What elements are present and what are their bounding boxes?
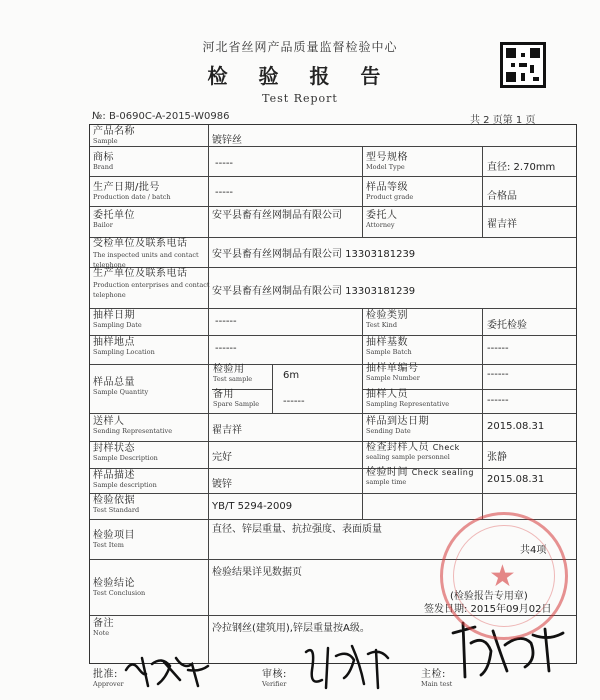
value-sample-description: 镀锌 <box>212 479 232 490</box>
page-count: 共 2 页第 1 页 <box>470 115 536 126</box>
label-production-unit: 生产单位及联系电话 Production enterprises and contact telephone <box>93 268 210 300</box>
label-note: 备注 Note <box>93 618 114 637</box>
label-main-test: 主检: Main test <box>421 669 453 688</box>
value-test-sample: 6m <box>283 370 300 381</box>
label-sealing-time: 检验时间 Check sealing sample time <box>366 467 474 486</box>
value-test-item: 直径、锌层重量、抗拉强度、表面质量 <box>212 524 382 535</box>
value-sending-date: 2015.08.31 <box>487 421 545 432</box>
label-production-date: 生产日期/批号 Production date / batch <box>93 182 171 201</box>
label-test-item: 检验项目 Test Item <box>93 530 135 549</box>
value-sampling-rep: ------ <box>487 395 509 406</box>
value-production-unit: 安平县畜有丝网制品有限公司 13303181239 <box>212 286 416 297</box>
stamp-label: (检验报告专用章) <box>450 591 528 602</box>
org-name: 河北省丝网产品质量监督检验中心 <box>202 40 398 54</box>
label-approver: 批准: Approver <box>93 669 124 688</box>
label-sample-description: 样品描述 Sample description <box>93 470 157 489</box>
label-sealing-personnel: 检查封样人员 Check sealing sample personnel <box>366 442 460 461</box>
issue-date: 签发日期: 2015年09月02日 <box>424 604 552 615</box>
value-grade: 合格品 <box>487 191 517 202</box>
label-attorney: 委托人 Attorney <box>366 210 398 229</box>
label-sampling-rep: 抽样人员 Sampling Representative <box>366 389 450 408</box>
value-brand: ----- <box>215 158 234 169</box>
value-sending-rep: 翟吉祥 <box>212 425 242 436</box>
label-sampling-date: 抽样日期 Sampling Date <box>93 310 142 329</box>
value-sampling-date: ------ <box>215 316 237 327</box>
value-production-date: ----- <box>215 187 234 198</box>
value-inspected-unit: 安平县畜有丝网制品有限公司 13303181239 <box>212 249 416 260</box>
label-sending-date: 样品到达日期 Sending Date <box>366 416 429 435</box>
value-model: 直径: 2.70mm <box>487 162 556 173</box>
label-test-standard: 检验依据 Test Standard <box>93 495 140 514</box>
value-sampling-location: ------ <box>215 343 237 354</box>
value-sealing-personnel: 张静 <box>487 452 507 463</box>
report-title-en: Test Report <box>262 92 338 105</box>
value-sample: 镀锌丝 <box>212 135 242 146</box>
label-bailor: 委托单位 Bailor <box>93 210 135 229</box>
value-attorney: 翟吉祥 <box>487 219 517 230</box>
label-sampling-location: 抽样地点 Sampling Location <box>93 337 155 356</box>
label-sample-quantity: 样品总量 Sample Quantity <box>93 377 149 396</box>
stamp-star-icon: ★ <box>489 559 516 594</box>
value-test-standard: YB/T 5294-2009 <box>212 501 293 512</box>
report-title-cn: 检 验 报 告 <box>207 64 393 88</box>
label-sample-state: 封样状态 Sample Description <box>93 443 158 462</box>
value-sample-batch: ------ <box>487 343 509 354</box>
label-test-kind: 检验类别 Test Kind <box>366 310 408 329</box>
label-spare-sample: 备用 Spare Sample <box>213 389 260 408</box>
value-test-conclusion: 检验结果详见数据页 <box>212 567 302 578</box>
label-sending-rep: 送样人 Sending Representative <box>93 416 173 435</box>
test-item-count: 共4项 <box>520 545 547 556</box>
value-sample-number: ------ <box>487 369 509 380</box>
label-grade: 样品等级 Product grade <box>366 182 414 201</box>
label-brand: 商标 Brand <box>93 152 114 171</box>
value-sample-state: 完好 <box>212 452 232 463</box>
label-sample-batch: 抽样基数 Sample Batch <box>366 337 412 356</box>
report-number: №: B-0690C-A-2015-W0986 <box>92 111 230 122</box>
label-sample: 产品名称 Sample <box>93 126 135 145</box>
value-bailor: 安平县畜有丝网制品有限公司 <box>212 210 342 221</box>
label-inspected-unit: 受检单位及联系电话 The inspected units and contact telephone <box>93 238 199 270</box>
report-table <box>89 124 577 664</box>
value-test-kind: 委托检验 <box>487 320 527 331</box>
qr-code-icon <box>500 42 546 88</box>
label-verifier: 审核: Verifier <box>262 669 287 688</box>
label-test-conclusion: 检验结论 Test Conclusion <box>93 578 146 597</box>
value-note: 冷拉钢丝(建筑用),锌层重量按A级。 <box>212 623 370 634</box>
value-spare-sample: ------ <box>283 396 305 407</box>
label-sample-number: 抽样单编号 Sample Number <box>366 363 420 382</box>
label-model: 型号规格 Model Type <box>366 152 408 171</box>
value-sealing-time: 2015.08.31 <box>487 474 545 485</box>
label-test-sample: 检验用 Test sample <box>213 364 253 383</box>
